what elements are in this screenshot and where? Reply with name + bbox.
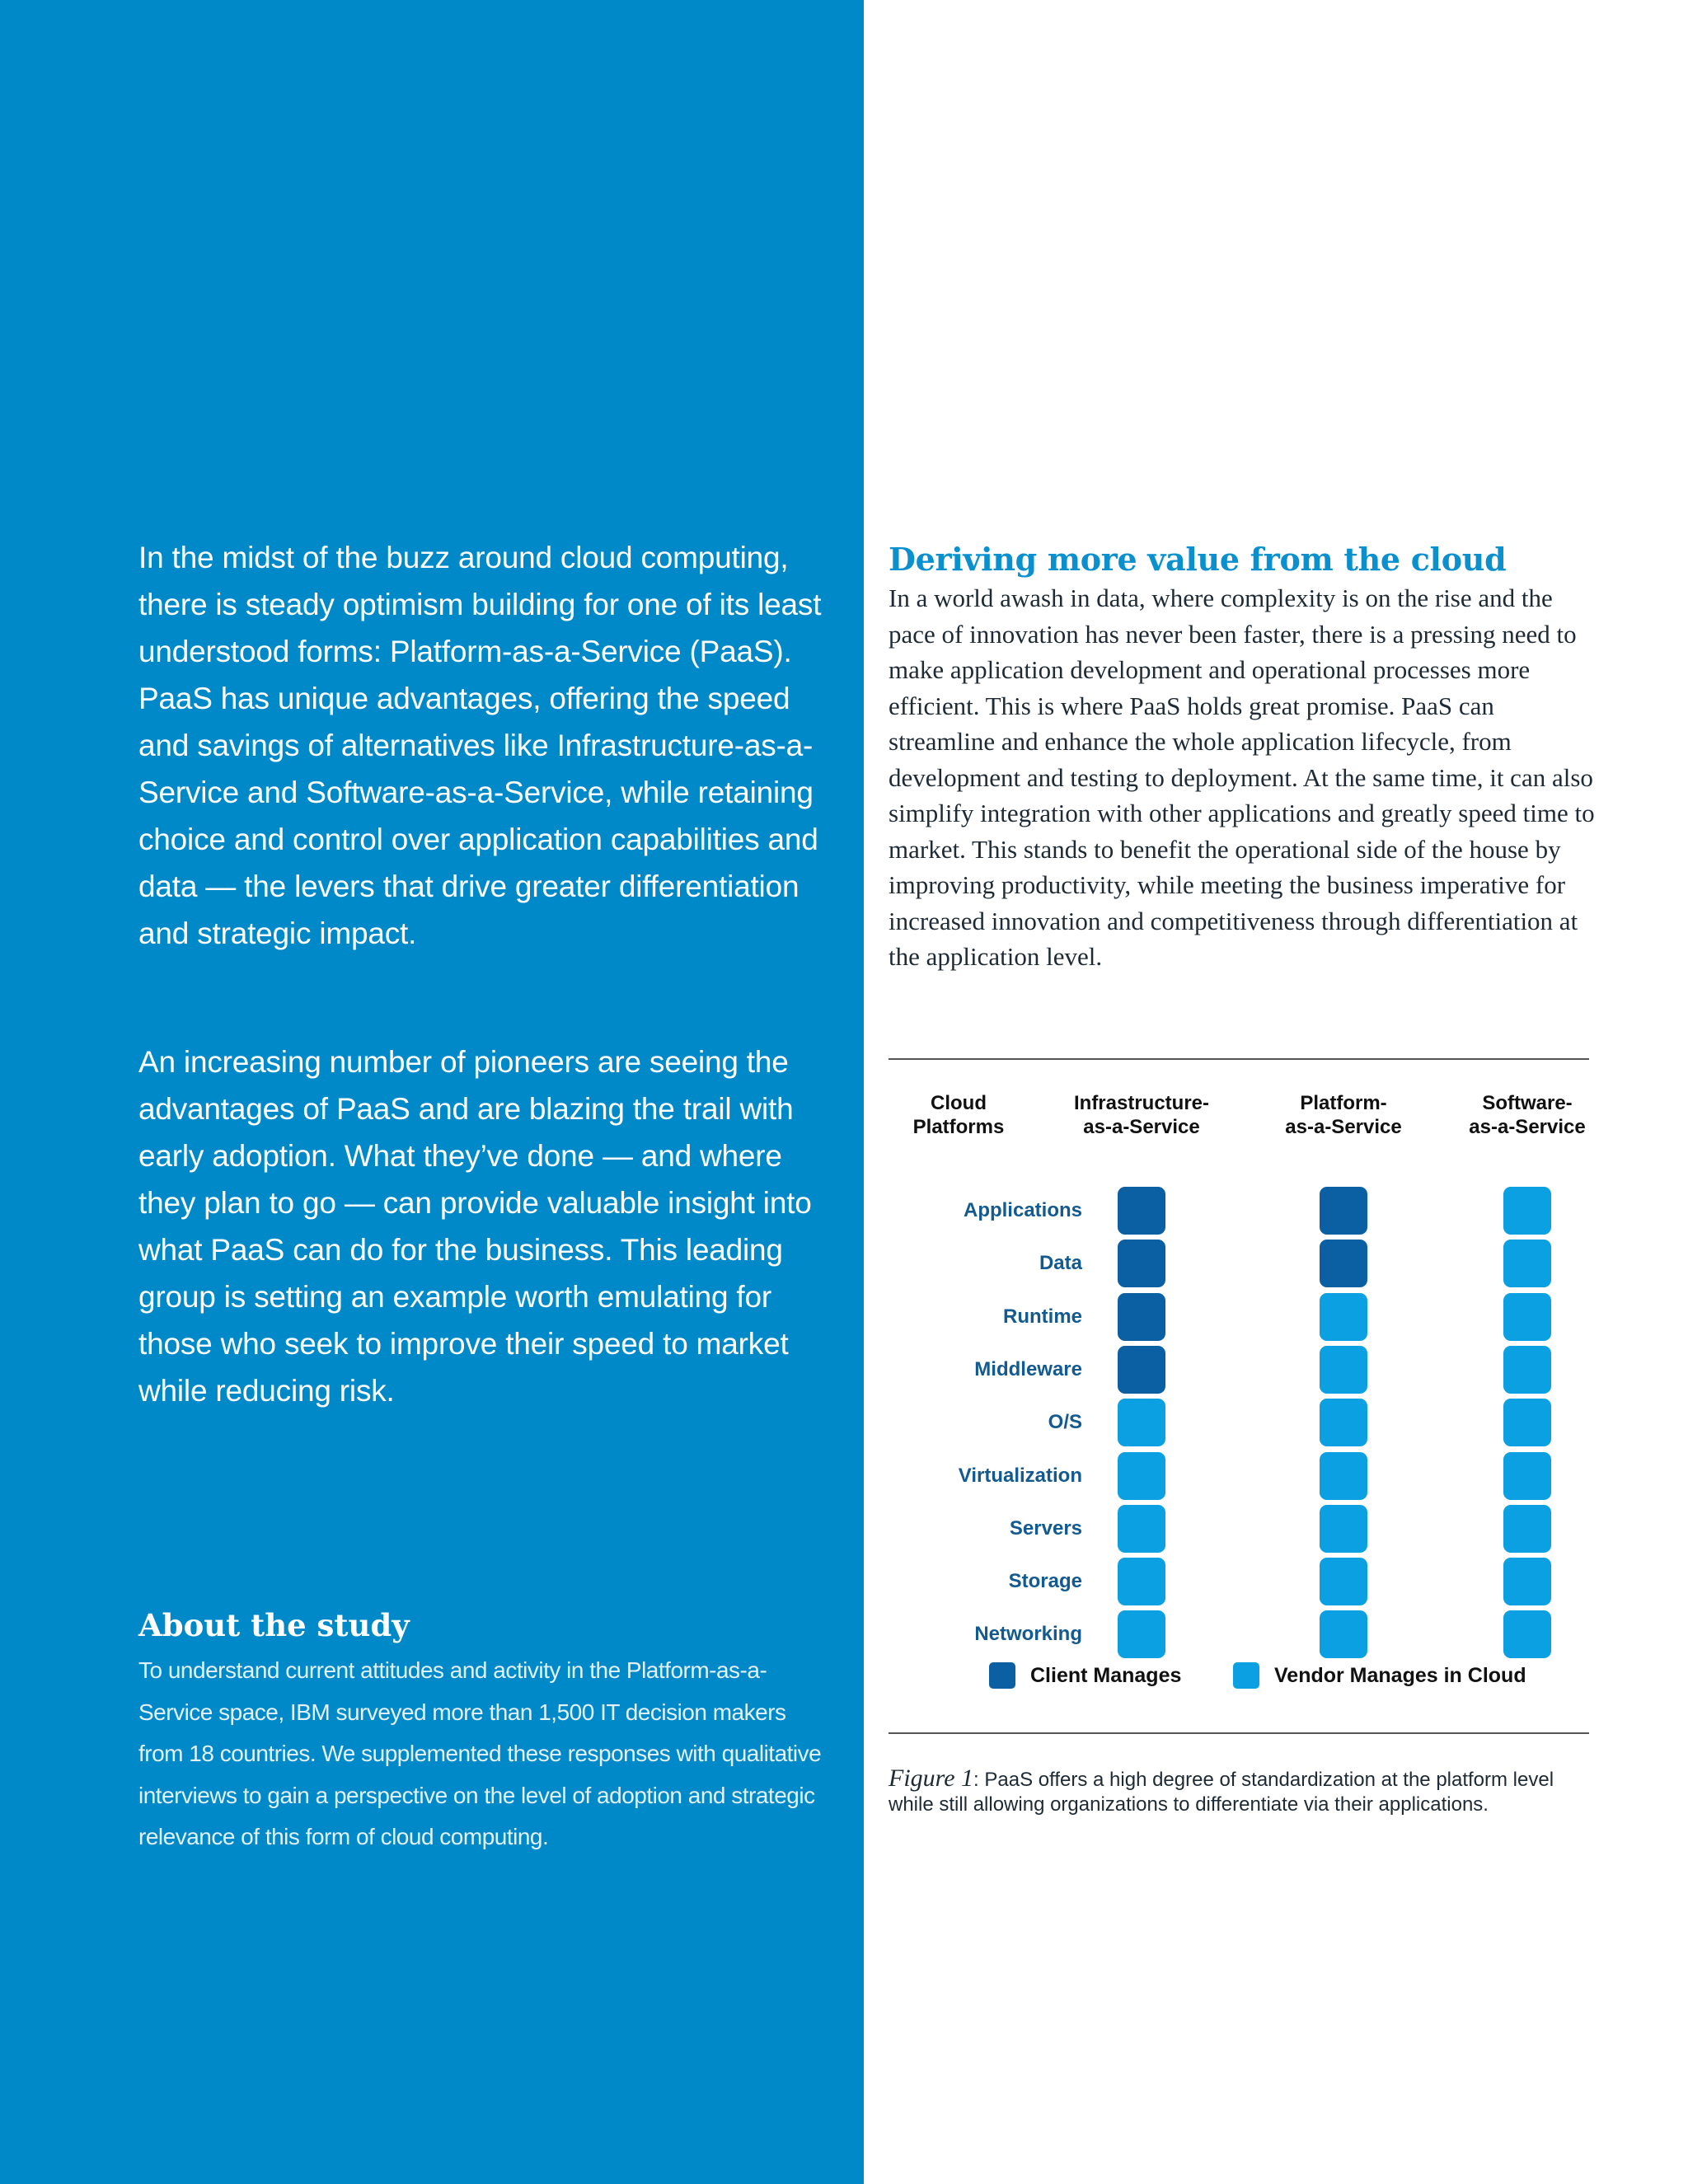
vendor-managed-cell	[1320, 1346, 1367, 1394]
vendor-managed-cell	[1320, 1293, 1367, 1341]
vendor-managed-cell	[1118, 1558, 1165, 1605]
section-body: In a world awash in data, where complexity is on the rise and the pace of innovation has never been faster, there is a pressing need to make application development and operational processes more efficient. This is where PaaS holds great promise. PaaS can streamline and enhance the whole application lifecycle, from development and testing to deployment. At the same time, it can also simplify integration with other applications and greatly speed time to market. This stands to benefit the operational side of the house by improving productivity, while meeting the business imperative for increased innovation and competitiveness through differentiation at the application level.	[889, 583, 1595, 971]
vendor-managed-cell	[1118, 1505, 1165, 1553]
about-study-heading: About the study	[138, 1607, 410, 1643]
vendor-managed-cell	[1320, 1610, 1367, 1658]
legend-label-vendor: Vendor Manages in Cloud	[1274, 1664, 1526, 1687]
client-managed-cell	[1320, 1187, 1367, 1235]
vendor-managed-cell	[1320, 1558, 1367, 1605]
figure-top-rule	[889, 1058, 1589, 1060]
vendor-managed-cell	[1118, 1610, 1165, 1658]
section-heading: Deriving more value from the cloud	[889, 541, 1507, 578]
column-header: Software- as-a-Service	[1469, 1092, 1586, 1138]
layer-label: Servers	[1009, 1516, 1082, 1540]
vendor-managed-cell	[1503, 1293, 1551, 1341]
client-managed-cell	[1320, 1240, 1367, 1287]
layer-label: Applications	[963, 1199, 1082, 1221]
figure-bottom-rule	[889, 1732, 1589, 1734]
figure-caption-text: : PaaS offers a high degree of standardization at the platform level while still allowing organizations to differentiate via their applications.	[889, 1769, 1554, 1816]
intro-paragraph-2: An increasing number of pioneers are seeing the advantages of PaaS and are blazing the trail with early adoption. What they’ve done — and where they plan to go — can provide valuable insight into what PaaS can do for the business. This leading group is setting an example worth emulating for those who seek to improve their speed to market while reducing risk.	[138, 1045, 812, 1408]
header-label: Cloud Platforms	[912, 1092, 1005, 1138]
legend-swatch-vendor	[1233, 1662, 1259, 1689]
vendor-managed-cell	[1118, 1399, 1165, 1446]
cloud-platforms-figure	[889, 1080, 1597, 1706]
vendor-managed-cell	[1503, 1558, 1551, 1605]
vendor-managed-cell	[1503, 1452, 1551, 1500]
vendor-managed-cell	[1320, 1505, 1367, 1553]
vendor-managed-cell	[1503, 1240, 1551, 1287]
about-study-body: To understand current attitudes and activity in the Platform-as-a-Service space, IBM surveyed more than 1,500 IT decision makers from 18 countries. We supplemented these responses with qualitative interviews to gain a perspective on the level of adoption and strategic relevance of this form of cloud computing.	[138, 1657, 822, 1849]
figure-label: Figure 1	[889, 1765, 974, 1792]
layer-label: Middleware	[974, 1357, 1082, 1380]
legend-label-client: Client Manages	[1030, 1664, 1182, 1687]
legend-swatch-client	[989, 1662, 1015, 1689]
layer-label: Data	[1039, 1252, 1082, 1275]
vendor-managed-cell	[1503, 1346, 1551, 1394]
figure-caption	[889, 1766, 1597, 1817]
client-managed-cell	[1118, 1346, 1165, 1394]
vendor-managed-cell	[1503, 1505, 1551, 1553]
vendor-managed-cell	[1503, 1610, 1551, 1658]
layer-label: Networking	[974, 1623, 1082, 1646]
vendor-managed-cell	[1320, 1452, 1367, 1500]
column-header: Infrastructure- as-a-Service	[1073, 1092, 1210, 1138]
client-managed-cell	[1118, 1293, 1165, 1341]
layer-label: Runtime	[1003, 1305, 1082, 1328]
client-managed-cell	[1118, 1187, 1165, 1235]
vendor-managed-cell	[1320, 1399, 1367, 1446]
client-managed-cell	[1118, 1240, 1165, 1287]
layer-label: Storage	[1008, 1570, 1082, 1593]
intro-paragraph-1: In the midst of the buzz around cloud computing, there is steady optimism building for one of its least understood forms: Platform-as-a-Service (PaaS). PaaS has unique advantages, offering the speed and savings of alternatives like Infrastructure-as-a-Service and Software-as-a-Service, while retaining choice and control over application capabilities and data — the levers that drive greater differentiation and strategic impact.	[138, 541, 822, 950]
column-header: Platform- as-a-Service	[1285, 1092, 1402, 1138]
vendor-managed-cell	[1503, 1399, 1551, 1446]
vendor-managed-cell	[1118, 1452, 1165, 1500]
vendor-managed-cell	[1503, 1187, 1551, 1235]
layer-label: O/S	[1048, 1411, 1082, 1434]
layer-label: Virtualization	[958, 1464, 1082, 1487]
